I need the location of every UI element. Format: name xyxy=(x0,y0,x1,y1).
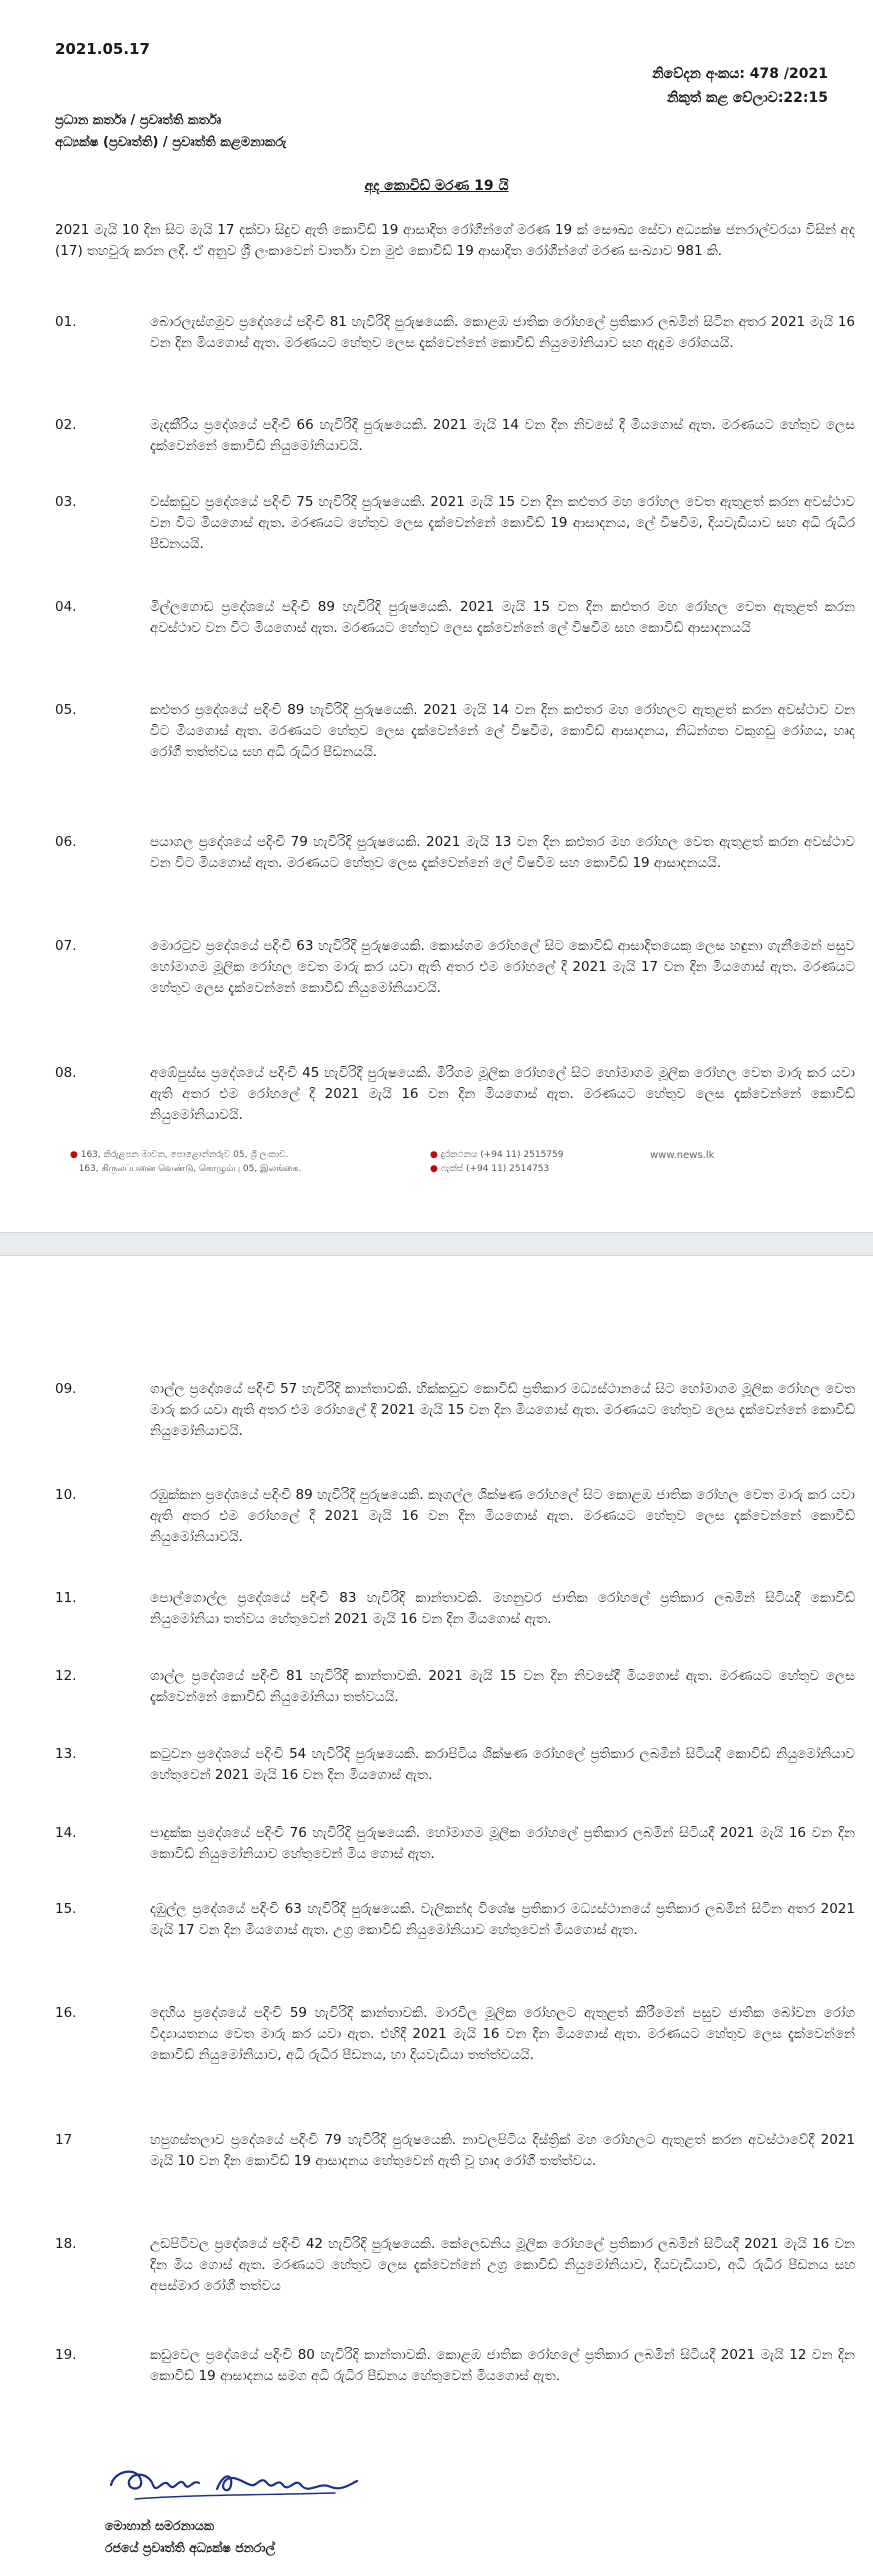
footer-address-tamil: 163, கிருலப்பனை வெண்டு, கொழும்பு 05, இலங்கை. xyxy=(78,1164,302,1174)
item-number: 03. xyxy=(55,494,77,510)
footer-address-sinhala: 163, කිරුළපන මාවත, පොළොන්නරුව 05, ශ්‍රී ලංකාව. xyxy=(80,1150,289,1160)
item-number: 11. xyxy=(55,1590,77,1606)
list-item xyxy=(55,1588,855,1630)
list-item xyxy=(55,415,855,457)
item-text: මොරටුව ප්‍රදේශයේ පදිංචි 63 හැවිරිදි පුරුෂයෙකි. කොස්ගම රෝහලේ සිට කොවිඩ් ආසාදිතයෙකු ලෙස හඳුනා ගැනීමෙන් පසුව හෝමාගම මූලික රෝහල වෙත මාරු කර යවා ඇති අතර එම රෝහලේ දී 2021 මැයි 17 වන දින මියගොස් ඇත. මරණයට හේතුව ලෙස දැක්වෙන්නේ කොවිඩ් නියුමෝනියාවයි. xyxy=(150,938,855,996)
item-text: හපුගස්තලාව ප්‍රදේශයේ පදිංචි 79 හැවිරිදි පුරුෂයෙකි. නාවලපිටිය දිස්ත්‍රික් මහ රෝහලට ඇතුළත් කරන අවස්ථාවේදී 2021 මැයි 10 වන දින කොවිඩ් 19 ආසාදනය හේතුවෙන් ඇති වූ හෘද රෝගී තත්ත්වය. xyxy=(150,2132,855,2169)
signatory-block xyxy=(105,2515,275,2559)
item-text: කළුතර ප්‍රදේශයේ පදිංචි 89 හැවිරිදි පුරුෂයෙකි. 2021 මැයි 14 වන දින කළුතර මහ රෝහලට ඇතුළත් කරන අවස්ථාව වන විට මියගොස් ඇත. මරණයට හේතුව ලෙස දැක්වෙන්නේ ලේ විෂවීම, කොවිඩ් ආසාදනය, නිධන්ගත වකුගඩු රෝගය, හෘද රෝගී තත්ත්වය සහ අධි රුධිර පීඩනයයි. xyxy=(150,702,855,760)
footer-address: ● 163, කිරුළපන මාවත, පොළොන්නරුව 05, ශ්‍රී ලංකාව. 163, கிருலப்பனை வெண்டு, கொழும்பு 05, இலங்கை. xyxy=(70,1150,302,1174)
item-number: 02. xyxy=(55,417,77,433)
item-number: 10. xyxy=(55,1487,77,1503)
list-item xyxy=(55,1823,855,1865)
footer-tel: දුරකථනය (+94 11) 2515759 xyxy=(440,1150,564,1160)
item-number: 04. xyxy=(55,599,77,615)
item-number: 09. xyxy=(55,1381,77,1397)
page-separator xyxy=(0,1232,873,1256)
handwritten-signature xyxy=(105,2455,365,2511)
list-item xyxy=(55,2234,855,2297)
item-text: පොල්ගොල්ල ප්‍රදේශයේ පදිංචි 83 හැවිරිදි කාන්තාවකි. මහනුවර ජාතික රෝහලේ ප්‍රතිකාර ලබමින් සිටියදී කොවිඩ් නියුමෝනියා තත්වය හේතුවෙන් 2021 මැයි 16 වන දින මියගොස් ඇත. xyxy=(150,1590,855,1627)
item-text: ගාල්ල ප්‍රදේශයේ පදිංචි 57 හැවිරිදි කාන්තාවකි. හික්කඩුව කොවිඩ් ප්‍රතිකාර මධ්‍යස්ථානයේ සිට හෝමාගම මූලික රෝහල වෙත මාරු කර යවා ඇති අතර එම රෝහලේ දී 2021 මැයි 15 වන දින මියගොස් ඇත. මරණයට හේතුව ලෙස දැක්වෙන්නේ කොවිඩ් නියුමෝනියාවයි. xyxy=(150,1381,855,1439)
item-text: වස්කඩුව ප්‍රදේශයේ පදිංචි 75 හැවිරිදි පුරුෂයෙකි. 2021 මැයි 15 වන දින කළුතර මහ රෝහල වෙත ඇතුළත් කරන අවස්ථාව වන විට මියගොස් ඇත. මරණයට හේතුව ලෙස දැක්වෙන්නේ කොවිඩ් 19 ආසාදනය, ලේ විෂවීම, දියවැඩියාව සහ අධි රුධිර පීඩනයයි. xyxy=(150,494,855,552)
item-text: කඩුවෙල ප්‍රදේශයේ පදිංචි 80 හැවිරිදි කාන්තාවකි. කොළඹ ජාතික රෝහලේ ප්‍රතිකාර ලබමින් සිටියදී 2021 මැයි 12 වන දින කොවිඩ් 19 ආසාදනය සමග අධි රුධිර පීඩනය හේතුවෙන් මියගොස් ඇත. xyxy=(150,2347,855,2384)
list-item xyxy=(55,2130,855,2172)
item-number: 06. xyxy=(55,834,77,850)
item-text: බොරලැස්ගමුව ප්‍රදේශයේ පදිංචි 81 හැවිරිදි පුරුෂයෙකි. කොළඹ ජාතික රෝහලේ ප්‍රතිකාර ලබමින් සිටින අතර 2021 මැයි 16 වන දින මියගොස් ඇත. මරණයට හේතුව ලෙස දැක්වෙන්නේ කොවිඩ් නියුමෝනියාව සහ ඇදුම රෝගයයි. xyxy=(150,314,855,351)
footer-website: www.news.lk xyxy=(650,1150,715,1161)
item-number: 01. xyxy=(55,314,77,330)
item-text: කටුවන ප්‍රදේශයේ පදිංචි 54 හැවිරිදි පුරුෂයෙකි. කරාපිටිය ශික්ෂණ රෝහලේ ප්‍රතිකාර ලබමින් සිටියදී කොවිඩ් නියුමෝනියාව හේතුවෙන් 2021 මැයි 16 වන දින මියගොස් ඇත. xyxy=(150,1746,855,1783)
recipient-line-2: අධ්‍යක්ෂ (ප්‍රවෘත්ති) / ප්‍රවෘත්ති කළමනාකරු xyxy=(55,135,287,150)
item-text: මැදකීරිය ප්‍රදේශයේ පදිංචි 66 හැවිරිදි පුරුෂයෙකි. 2021 මැයි 14 වන දින නිවසේ දී මියගොස් ඇත. මරණයට හේතුව ලෙස දැක්වෙන්නේ කොවිඩ් නියුමෝනියාවයි. xyxy=(150,417,855,454)
list-item xyxy=(55,1063,855,1126)
reference-block xyxy=(652,62,828,110)
item-text: පාදුක්ක ප්‍රදේශයේ පදිංචි 76 හැවිරිදි පුරුෂයෙකි. හෝමාගම මූලික රෝහලේ ප්‍රතිකාර ලබමින් සිටියදී 2021 මැයි 16 වන දින කොවිඩ් නියුමෝනියාව හේතුවෙන් මිය ගොස් ඇත. xyxy=(150,1825,855,1862)
list-item xyxy=(55,832,855,874)
item-number: 07. xyxy=(55,938,77,954)
list-item xyxy=(55,492,855,555)
item-text: රඹුක්කන ප්‍රදේශයේ පදිංචි 89 හැවිරිදි පුරුෂයෙකි. කෑගල්ල ශික්ෂණ රෝහලේ සිට කොළඹ ජාතික රෝහල වෙත මාරු කර යවා ඇති අතර එම රෝහලේ දී 2021 මැයි 16 වන දින මියගොස් ඇත. මරණයට හේතුව ලෙස දැක්වෙන්නේ කොවිඩ් නියුමෝනියාවයි. xyxy=(150,1487,855,1545)
document-page-1 xyxy=(0,0,873,1230)
list-item xyxy=(55,1485,855,1548)
list-item xyxy=(55,2003,855,2066)
item-number: 15. xyxy=(55,1901,77,1917)
item-number: 12. xyxy=(55,1668,77,1684)
list-item xyxy=(55,312,855,354)
signatory-designation: රජයේ ප්‍රවෘත්ති අධ්‍යක්ෂ ජනරාල් xyxy=(105,2540,276,2555)
letterhead-footer xyxy=(70,1140,830,1190)
item-text: පයාගල ප්‍රදේශයේ පදිංචි 79 හැවිරිදි පුරුෂයෙකි. 2021 මැයි 13 වන දින කළුතර මහ රෝහල වෙත ඇතුළත් කරන අවස්ථාව වන විට මියගොස් ඇත. මරණයට හේතුව ලෙස දැක්වෙන්නේ ලේ විෂවීම සහ කොවිඩ් 19 ආසාදනයයි. xyxy=(150,834,855,871)
item-number: 18. xyxy=(55,2236,77,2252)
recipient-line-1: ප්‍රධාන කර්තෘ / ප්‍රවෘත්ති කර්තෘ xyxy=(55,113,222,128)
list-item xyxy=(55,700,855,763)
list-item xyxy=(55,1379,855,1442)
item-number: 08. xyxy=(55,1065,77,1081)
release-number: නිවේදන අංකය: 478 /2021 xyxy=(652,66,828,82)
item-text: අඹේපුස්ස ප්‍රදේශයේ පදිංචි 45 හැවිරිදි පුරුෂයෙකි. මීරිගම මූලික රෝහලේ සිට හෝමාගම මූලික රෝහල වෙත මාරු කර යවා ඇති අතර එම රෝහලේ දී 2021 මැයි 16 වන දින මියගොස් ඇත. මරණයට හේතුව ලෙස දැක්වෙන්නේ කොවිඩ් නියුමෝනියාවයි. xyxy=(150,1065,855,1123)
list-item xyxy=(55,2345,855,2387)
document-title: අද කොවිඩ් මරණ 19 යි xyxy=(364,178,509,194)
list-item xyxy=(55,1899,855,1941)
release-time: නිකුත් කළ වේලාව:22:15 xyxy=(666,90,828,106)
list-item xyxy=(55,597,855,639)
item-number: 13. xyxy=(55,1746,77,1762)
signatory-name: මොහාන් සමරනායක xyxy=(105,2518,214,2533)
item-number: 16. xyxy=(55,2005,77,2021)
list-item xyxy=(55,1744,855,1786)
list-item xyxy=(55,936,855,999)
list-item xyxy=(55,1666,855,1708)
release-date: 2021.05.17 xyxy=(55,40,150,58)
item-number: 05. xyxy=(55,702,77,718)
recipients xyxy=(55,110,286,154)
footer-contacts: ● දුරකථනය (+94 11) 2515759 ● ෆැක්ස් (+94 11) 2514753 xyxy=(430,1150,564,1174)
item-text: උඩපිටිවල ප්‍රදේශයේ පදිංචි 42 හැවිරිදි පුරුෂයෙකි. කේලෙඩනිය මූලික රෝහලේ ප්‍රතිකාර ලබමින් සිටියදී 2021 මැයි 16 වන දින මිය ගොස් ඇත. මරණයට හේතුව ලෙස දැක්වෙන්නේ උග්‍ර කොවිඩ් නියුමෝනියාව, දියවැඩියාව, අධි රුධිර පීඩනය සහ අපස්මාර රෝගී තත්වය xyxy=(150,2236,855,2294)
footer-fax: ෆැක්ස් (+94 11) 2514753 xyxy=(440,1164,550,1174)
item-text: දෙහිය ප්‍රදේශයේ පදිංචි 59 හැවිරිදි කාන්තාවකි. මාරවිල මූලික රෝහලට ඇතුළත් කිරීමෙන් පසුව ජාතික බෝවන රෝග විද්‍යායතනය වෙත මාරු කර යවා ඇත. එහිදී 2021 මැයි 16 වන දින මියගොස් ඇත. මරණයට හේතුව ලෙස දැක්වෙන්නේ කොවිඩ් නියුමෝනියාව, අධි රුධිර පීඩනය, හා දියවැඩියා තත්ත්වයයි. xyxy=(150,2005,855,2063)
item-number: 17 xyxy=(55,2132,73,2148)
item-number: 14. xyxy=(55,1825,77,1841)
item-text: දඹුල්ල ප්‍රදේශයේ පදිංචි 63 හැවිරිදි පුරුෂයෙකි. වැලිකන්ද විශේෂ ප්‍රතිකාර මධ්‍යස්ථානයේ ප්‍රතිකාර ලබමින් සිටින අතර 2021 මැයි 17 වන දින මියගොස් ඇත. උග්‍ර කොවිඩ් නියුමෝනියාව හේතුවෙන් මියගොස් ඇත. xyxy=(150,1901,855,1938)
item-text: මිල්ලගොඩ ප්‍රදේශයේ පදිංචි 89 හැවිරිදි පුරුෂයෙකි. 2021 මැයි 15 වන දින කළුතර මහ රෝහල වෙත ඇතුළත් කරන අවස්ථාව වන විට මියගොස් ඇත. මරණයට හේතුව ලෙස දැක්වෙන්නේ ලේ විෂවීම සහ කොවිඩ් ආසාදනයයි xyxy=(150,599,855,636)
intro-paragraph: 2021 මැයි 10 දින සිට මැයි 17 දක්වා සිදුව ඇති කොවිඩ් 19 ආසාදිත රෝගීන්ගේ මරණ 19 ක් සෞඛ්‍ය සේවා අධ්‍යක්ෂ ජනරාල්වරයා විසින් අද (17) තහවුරු කරන ලදී. ඒ අනුව ශ්‍රී ලංකාවෙන් වාර්තා වන මුළු කොවිඩ් 19 ආසාදිත රෝගීන්ගේ මරණ සංඛ්‍යාව 981 කි. xyxy=(55,222,855,259)
item-number: 19. xyxy=(55,2347,77,2363)
item-text: ගාල්ල ප්‍රදේශයේ පදිංචි 81 හැවිරිදි කාන්තාවකි. 2021 මැයි 15 වන දින නිවසේදී මියගොස් ඇත. මරණයට හේතුව ලෙස දැක්වෙන්නේ කොවිඩ් නියුමෝනියා තත්වයයි. xyxy=(150,1668,855,1705)
